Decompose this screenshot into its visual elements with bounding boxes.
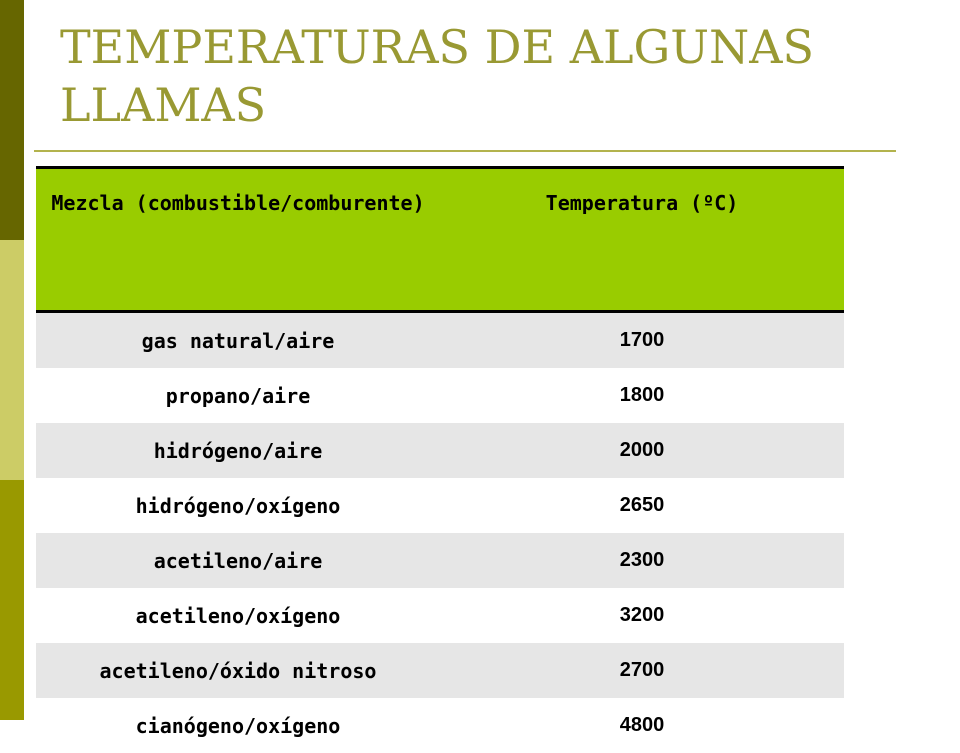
cell-mezcla: acetileno/óxido nitroso <box>99 658 377 683</box>
table-row <box>36 423 844 478</box>
cell-mezcla: acetileno/oxígeno <box>135 603 341 628</box>
cell-temperatura: 2700 <box>619 659 665 681</box>
sidebar-stripe-middle <box>0 240 24 480</box>
cell-mezcla: cianógeno/oxígeno <box>135 713 341 738</box>
cell-temperatura: 1800 <box>619 384 665 406</box>
cell-temperatura: 2000 <box>619 439 665 461</box>
sidebar-stripe-top <box>0 0 24 240</box>
cell-mezcla: acetileno/aire <box>153 548 323 573</box>
slide-title: TEMPERATURAS DE ALGUNAS LLAMAS <box>60 20 815 132</box>
title-divider <box>34 150 896 152</box>
table-row <box>36 588 844 643</box>
cell-temperatura: 1700 <box>619 329 665 351</box>
table-header <box>36 166 844 313</box>
cell-temperatura: 2300 <box>619 549 665 571</box>
cell-temperatura: 3200 <box>619 604 665 626</box>
cell-mezcla: propano/aire <box>165 383 311 408</box>
cell-mezcla: hidrógeno/oxígeno <box>135 493 341 518</box>
flame-temperature-table <box>36 166 844 753</box>
header-temperatura: Temperatura (ºC) <box>545 191 739 215</box>
table-row <box>36 533 844 588</box>
table-row <box>36 478 844 533</box>
table-row <box>36 313 844 368</box>
table-row <box>36 643 844 698</box>
table-row <box>36 698 844 753</box>
header-mezcla: Mezcla (combustible/comburente) <box>51 191 425 215</box>
cell-temperatura: 4800 <box>619 714 665 736</box>
sidebar-stripe-bottom <box>0 480 24 720</box>
table-row <box>36 368 844 423</box>
cell-mezcla: hidrógeno/aire <box>153 438 323 463</box>
cell-mezcla: gas natural/aire <box>141 328 335 353</box>
cell-temperatura: 2650 <box>619 494 665 516</box>
